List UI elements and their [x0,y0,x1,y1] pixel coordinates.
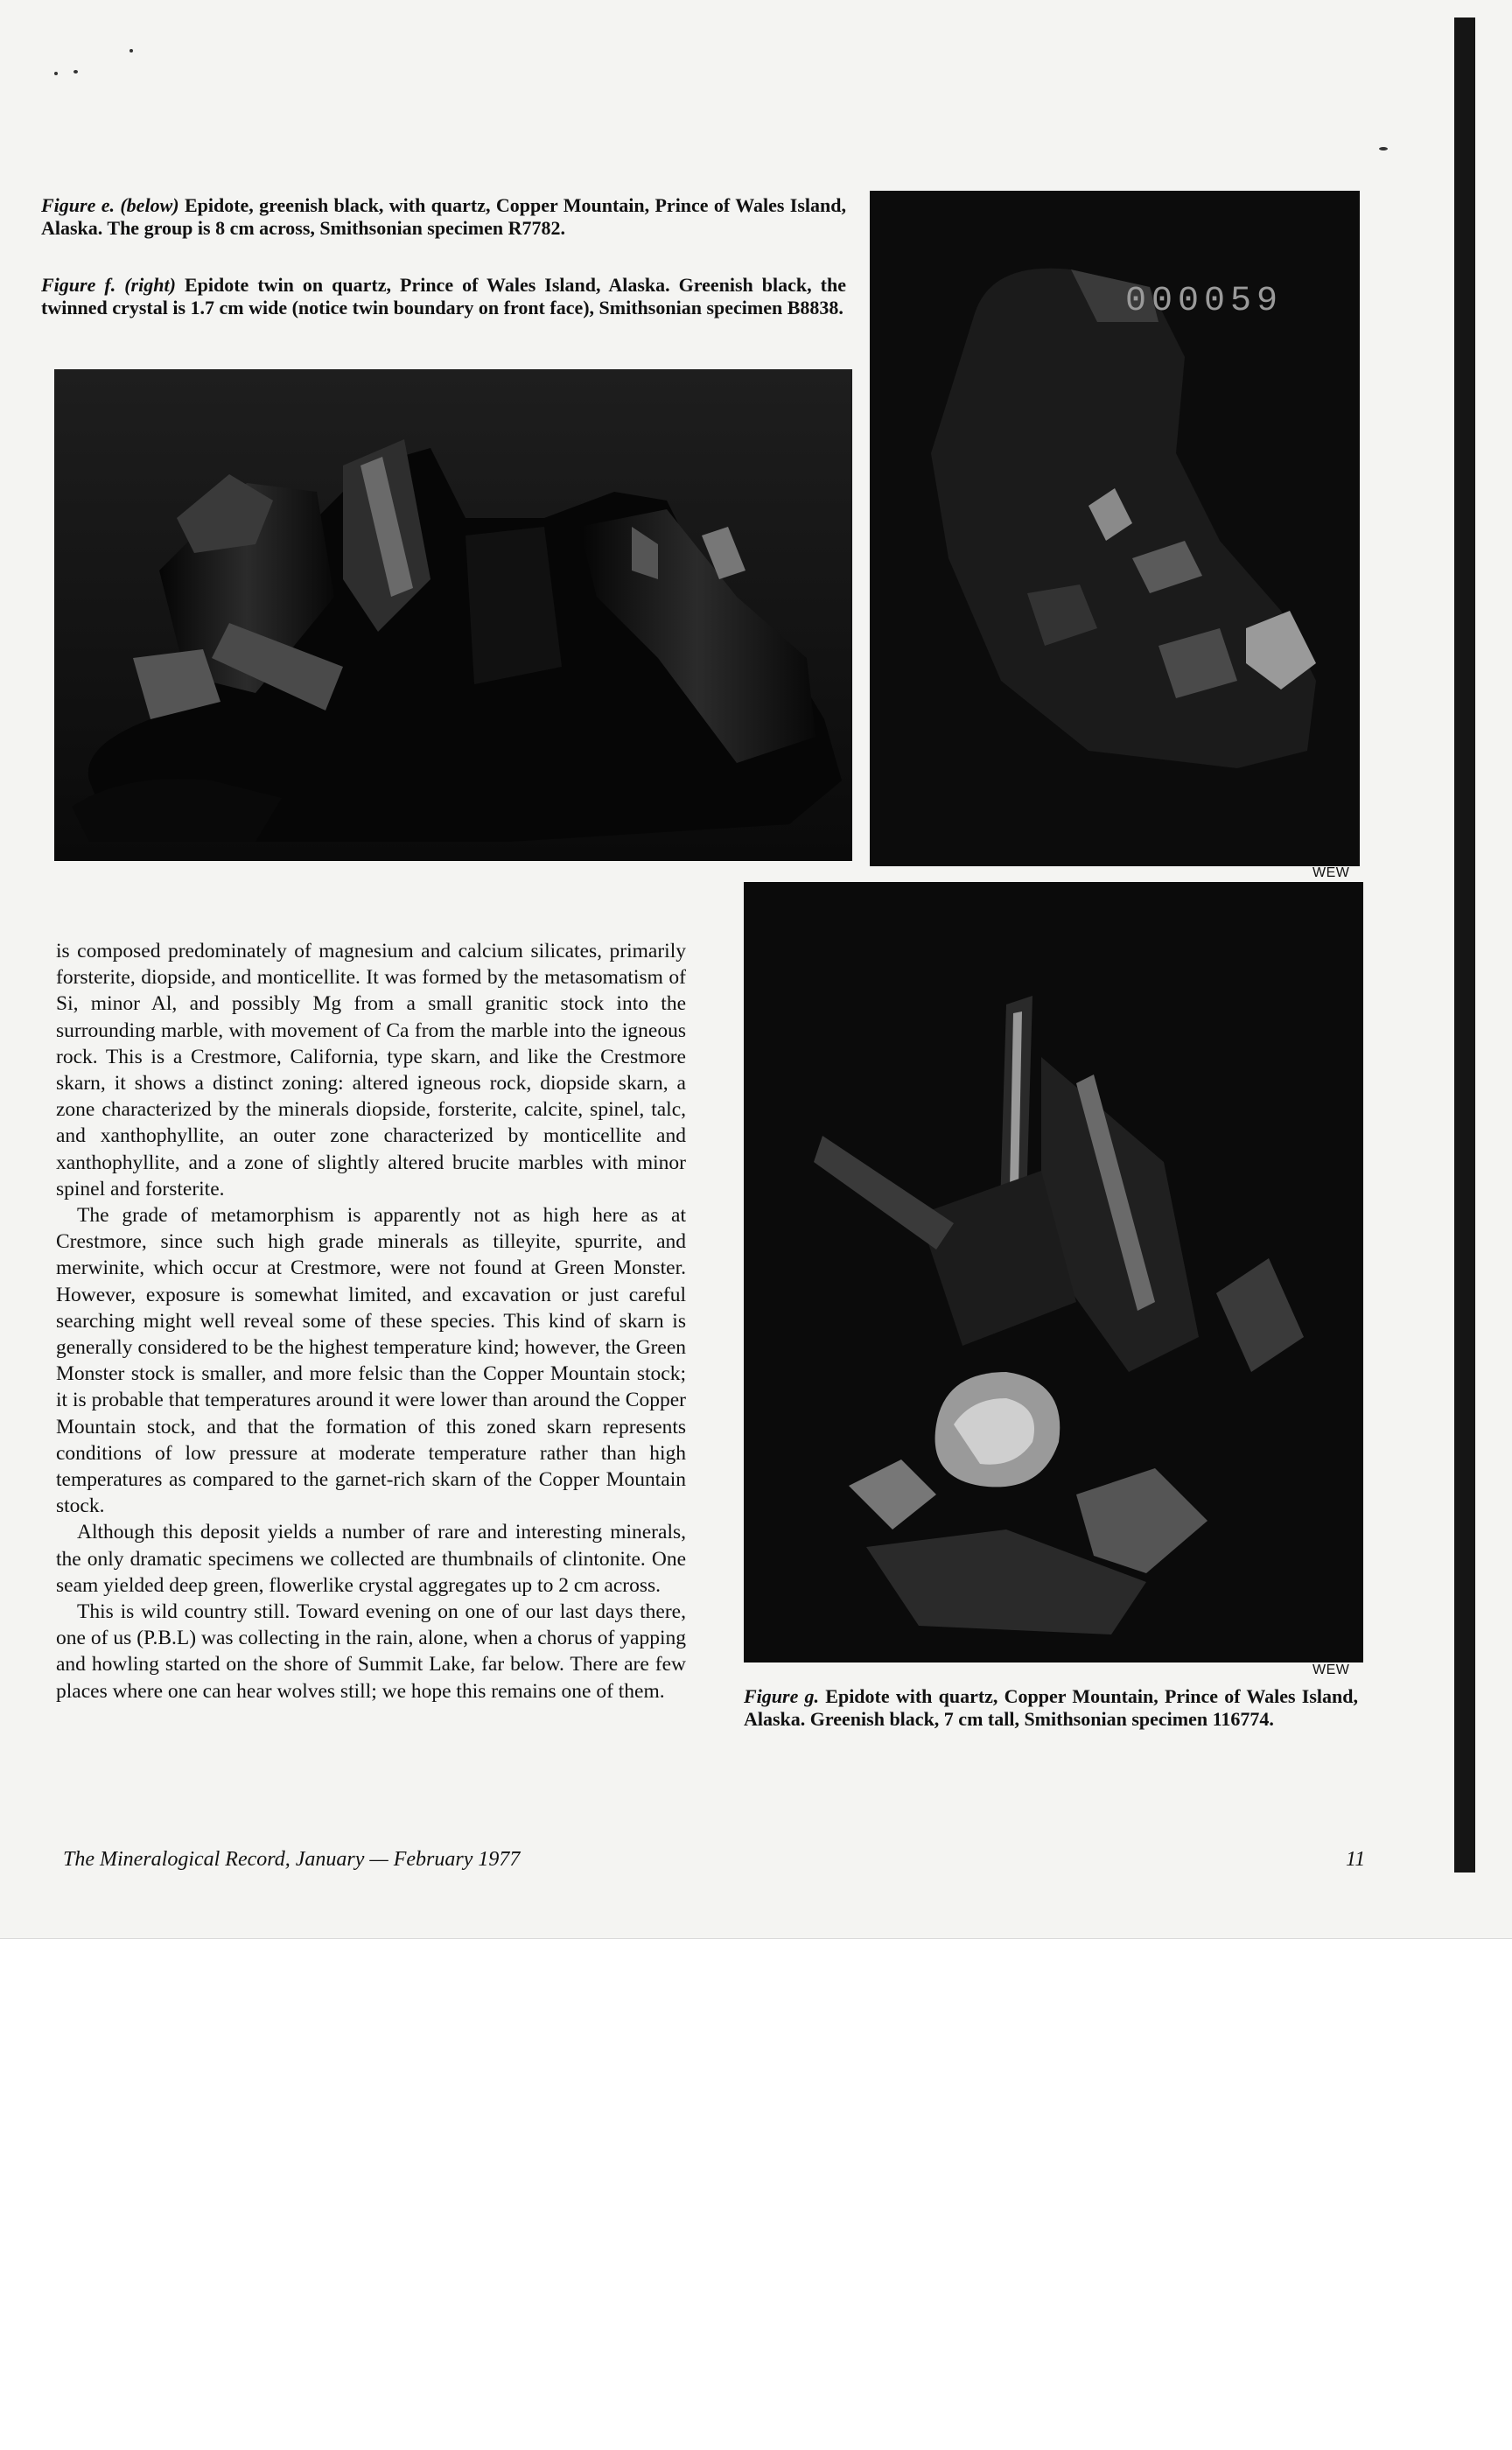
caption-figure-f [41,274,846,319]
epidote-quartz-image [744,882,1363,1662]
body-paragraph: The grade of metamorphism is apparently not as high here as at Crestmore, since such high grade minerals as tilleyite, spurrite, and merwinite, which occur at Crestmore, were not found at Green Monster. However, exposure is somewhat limited, and excavation or just careful searching might well reveal some of these species. This kind of skarn is generally considered to be the highest temperature kind; however, the Green Monster stock is smaller, and more felsic than the Copper Mountain stock; it is probable that temperatures around it were lower than around the Copper Mountain stock, and that the formation of this zoned skarn represents conditions of low pressure at moderate temperature rather than high temperatures as compared to the garnet-rich skarn of the Copper Mountain stock. [56,1204,686,1518]
photo-credit-g: WEW [1312,1662,1350,1677]
article-body [56,938,686,1704]
photo-figure-e [54,369,852,861]
scan-speck [54,72,58,75]
photo-credit-f: WEW [1312,865,1350,880]
body-paragraph: is composed predominately of magnesium and calcium silicates, primarily forsterite, diopside, and monticellite. It was formed by the metasomatism of Si, minor Al, and possibly Mg from a small granitic stock into the surrounding marble, with movement of Ca from the marble into the igneous rock. This is a Crestmore, California, type skarn, and like the Crestmore skarn, it shows a distinct zoning: altered igneous rock, diopside skarn, a zone characterized by the minerals diopside, forsterite, calcite, spinel, talc, and xanthophyllite, an outer zone characterized by monticellite and xanthophyllite, and a zone of slightly altered brucite marbles with minor spinel and forsterite. [56,940,686,1200]
scan-edge-shadow [1454,18,1475,1872]
caption-position: (right) [124,274,176,296]
caption-figure-g [744,1685,1358,1731]
caption-text: Epidote with quartz, Copper Mountain, Prince of Wales Island, Alaska. Greenish black, 7 cm tall, Smithsonian specimen 116774. [744,1685,1359,1730]
body-paragraph: Although this deposit yields a number of rare and interesting minerals, the only dramatic specimens we collected are thumbnails of clintonite. One seam yielded deep green, flowerlike crystal aggregates up to 2 cm across. [56,1521,686,1597]
scan-speck [1379,147,1388,150]
scan-speck [130,49,133,52]
photo-figure-f [870,191,1360,866]
caption-text: Epidote twin on quartz, Prince of Wales Island, Alaska. Greenish black, the twinned crystal is 1.7 cm wide (notice twin boundary on front face), Smithsonian specimen B8838. [41,274,847,318]
caption-figure-e [41,194,846,240]
caption-label: Figure e. [41,194,115,216]
epidote-group-image [54,369,852,861]
specimen-number-label: 000059 [1125,282,1284,321]
epidote-twin-image [870,191,1360,866]
footer-page-number: 11 [1346,1848,1366,1871]
photo-figure-g [744,882,1363,1662]
footer-journal-title: The Mineralogical Record, January — February 1977 [63,1848,521,1871]
scan-speck [74,70,78,74]
body-paragraph: This is wild country still. Toward evening on one of our last days there, one of us (P.B.L) was collecting in the rain, alone, when a chorus of yapping and howling started on the shore of Summit Lake, far below. There are few places where one can hear wolves still; we hope this remains one of them. [56,1600,686,1703]
caption-position: (below) [120,194,179,216]
caption-text: Epidote, greenish black, with quartz, Copper Mountain, Prince of Wales Island, Alaska. The group is 8 cm across, Smithsonian specimen R7782. [41,194,847,239]
caption-label: Figure g. [744,1685,820,1707]
caption-label: Figure f. [41,274,116,296]
